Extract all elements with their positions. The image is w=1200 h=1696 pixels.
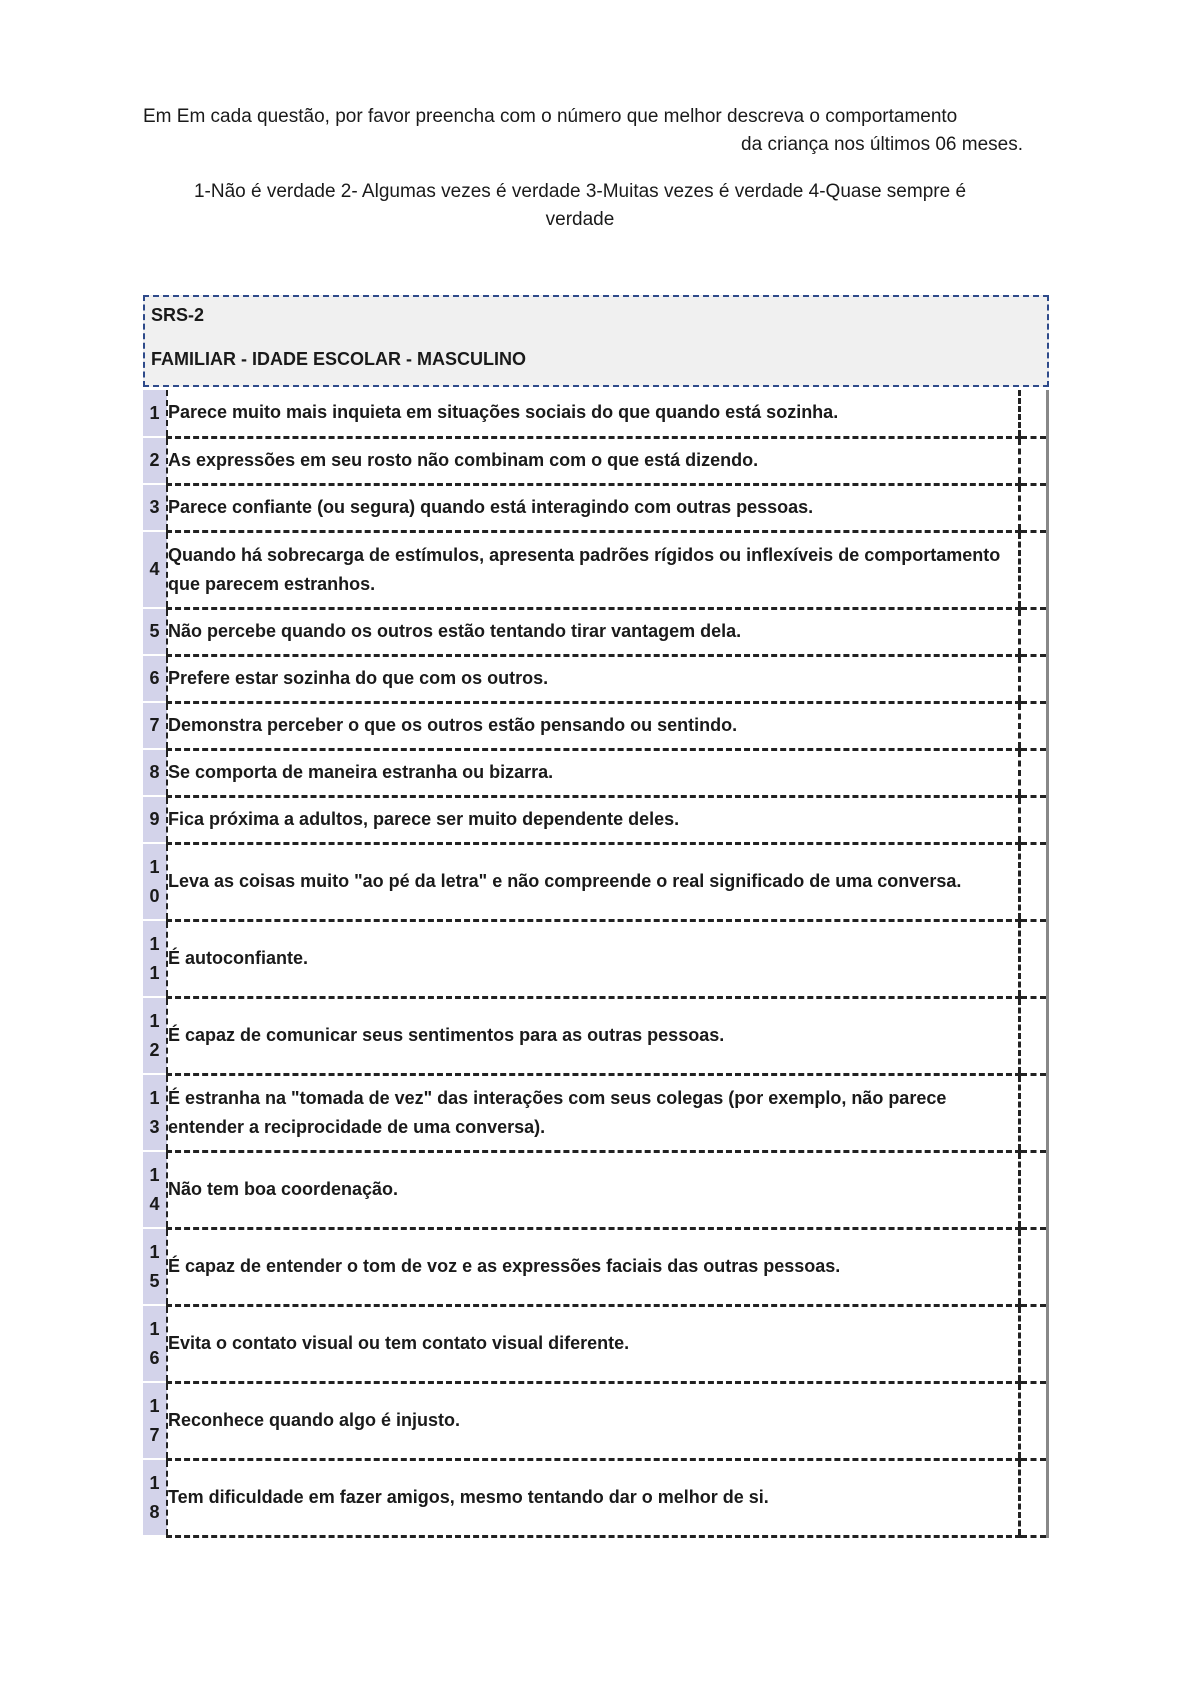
question-number-label: 18 xyxy=(149,1472,160,1522)
response-scale xyxy=(160,178,1000,234)
question-number xyxy=(143,843,167,920)
question-number xyxy=(143,920,167,997)
question-row xyxy=(143,1305,1048,1382)
question-number xyxy=(143,749,167,796)
answer-cell[interactable] xyxy=(1020,749,1048,796)
question-number-label: 1 xyxy=(149,402,160,423)
question-number-label: 8 xyxy=(149,762,160,782)
question-number-label: 13 xyxy=(149,1087,160,1137)
question-row xyxy=(143,484,1048,531)
question-number xyxy=(143,702,167,749)
question-row xyxy=(143,843,1048,920)
question-number-label: 12 xyxy=(149,1010,160,1060)
question-number xyxy=(143,531,167,608)
question-row xyxy=(143,702,1048,749)
question-number-label: 14 xyxy=(149,1164,160,1214)
answer-cell[interactable] xyxy=(1020,1459,1048,1536)
question-row xyxy=(143,749,1048,796)
instructions-line-2: da criança nos últimos 06 meses. xyxy=(741,134,1023,155)
question-text: É capaz de comunicar seus sentimentos para as outras pessoas. xyxy=(167,997,1020,1074)
answer-cell[interactable] xyxy=(1020,484,1048,531)
answer-cell[interactable] xyxy=(1020,997,1048,1074)
answer-cell[interactable] xyxy=(1020,1382,1048,1459)
question-row xyxy=(143,1228,1048,1305)
question-number xyxy=(143,1382,167,1459)
form-header xyxy=(143,295,1049,387)
question-number-label: 9 xyxy=(149,809,160,829)
question-text: Parece confiante (ou segura) quando está interagindo com outras pessoas. xyxy=(167,484,1020,531)
question-number xyxy=(143,1151,167,1228)
answer-cell[interactable] xyxy=(1020,1228,1048,1305)
answer-cell[interactable] xyxy=(1020,920,1048,997)
question-number xyxy=(143,1228,167,1305)
question-text: Não tem boa coordenação. xyxy=(167,1151,1020,1228)
question-text: Demonstra perceber o que os outros estão pensando ou sentindo. xyxy=(167,702,1020,749)
answer-cell[interactable] xyxy=(1020,1305,1048,1382)
question-number xyxy=(143,1305,167,1382)
answer-cell[interactable] xyxy=(1020,796,1048,843)
response-scale-line-1: 1-Não é verdade 2- Algumas vezes é verdade 3-Muitas vezes é verdade 4-Quase sempre é xyxy=(193,181,967,202)
question-text: É autoconfiante. xyxy=(167,920,1020,997)
instructions xyxy=(143,103,1023,159)
question-text: Evita o contato visual ou tem contato visual diferente. xyxy=(167,1305,1020,1382)
question-number xyxy=(143,608,167,655)
question-number-label: 16 xyxy=(149,1318,160,1368)
answer-cell[interactable] xyxy=(1020,390,1048,437)
question-row xyxy=(143,531,1048,608)
question-text: É capaz de entender o tom de voz e as expressões faciais das outras pessoas. xyxy=(167,1228,1020,1305)
question-row xyxy=(143,608,1048,655)
question-row xyxy=(143,1382,1048,1459)
question-number xyxy=(143,1074,167,1151)
question-number-label: 7 xyxy=(149,715,160,735)
question-number xyxy=(143,997,167,1074)
question-number xyxy=(143,655,167,702)
question-number xyxy=(143,484,167,531)
answer-cell[interactable] xyxy=(1020,437,1048,484)
answer-cell[interactable] xyxy=(1020,1151,1048,1228)
answer-cell[interactable] xyxy=(1020,1074,1048,1151)
answer-cell[interactable] xyxy=(1020,531,1048,608)
question-text: É estranha na "tomada de vez" das interações com seus colegas (por exemplo, não parece entender a reciprocidade de uma conversa). xyxy=(167,1074,1020,1151)
question-text: Quando há sobrecarga de estímulos, apresenta padrões rígidos ou inflexíveis de comportamento que parecem estranhos. xyxy=(167,531,1020,608)
question-row xyxy=(143,796,1048,843)
question-number xyxy=(143,390,167,437)
question-row xyxy=(143,390,1048,437)
question-number xyxy=(143,796,167,843)
instructions-line-1: Em Em cada questão, por favor preencha com o número que melhor descreva o comportamento xyxy=(143,106,958,127)
question-row xyxy=(143,1459,1048,1536)
answer-cell[interactable] xyxy=(1020,655,1048,702)
question-text: Reconhece quando algo é injusto. xyxy=(167,1382,1020,1459)
question-text: As expressões em seu rosto não combinam com o que está dizendo. xyxy=(167,437,1020,484)
question-number xyxy=(143,1459,167,1536)
response-scale-line-2: verdade xyxy=(545,209,615,230)
answer-cell[interactable] xyxy=(1020,608,1048,655)
question-text: Prefere estar sozinha do que com os outros. xyxy=(167,655,1020,702)
question-number-label: 6 xyxy=(149,668,160,688)
question-row xyxy=(143,920,1048,997)
question-row xyxy=(143,437,1048,484)
question-text: Fica próxima a adultos, parece ser muito dependente deles. xyxy=(167,796,1020,843)
answer-cell[interactable] xyxy=(1020,702,1048,749)
question-number-label: 17 xyxy=(149,1395,160,1445)
question-number-label: 5 xyxy=(149,621,160,641)
question-text: Leva as coisas muito "ao pé da letra" e não compreende o real significado de uma conversa. xyxy=(167,843,1020,920)
question-number-label: 4 xyxy=(149,559,160,579)
question-number-label: 10 xyxy=(149,856,160,906)
question-text: Se comporta de maneira estranha ou bizarra. xyxy=(167,749,1020,796)
question-text: Tem dificuldade em fazer amigos, mesmo tentando dar o melhor de si. xyxy=(167,1459,1020,1536)
question-number-label: 2 xyxy=(149,450,160,470)
question-number xyxy=(143,437,167,484)
question-text: Parece muito mais inquieta em situações sociais do que quando está sozinha. xyxy=(167,390,1020,437)
question-number-label: 11 xyxy=(149,933,160,983)
form-code: SRS-2 xyxy=(151,305,205,325)
question-text: Não percebe quando os outros estão tentando tirar vantagem dela. xyxy=(167,608,1020,655)
question-row xyxy=(143,1151,1048,1228)
question-number-label: 3 xyxy=(149,497,160,517)
questionnaire-table xyxy=(143,390,1049,1538)
form-subtitle: FAMILIAR - IDADE ESCOLAR - MASCULINO xyxy=(151,349,526,369)
question-row xyxy=(143,997,1048,1074)
question-row xyxy=(143,655,1048,702)
question-number-label: 15 xyxy=(149,1241,160,1291)
question-row xyxy=(143,1074,1048,1151)
answer-cell[interactable] xyxy=(1020,843,1048,920)
